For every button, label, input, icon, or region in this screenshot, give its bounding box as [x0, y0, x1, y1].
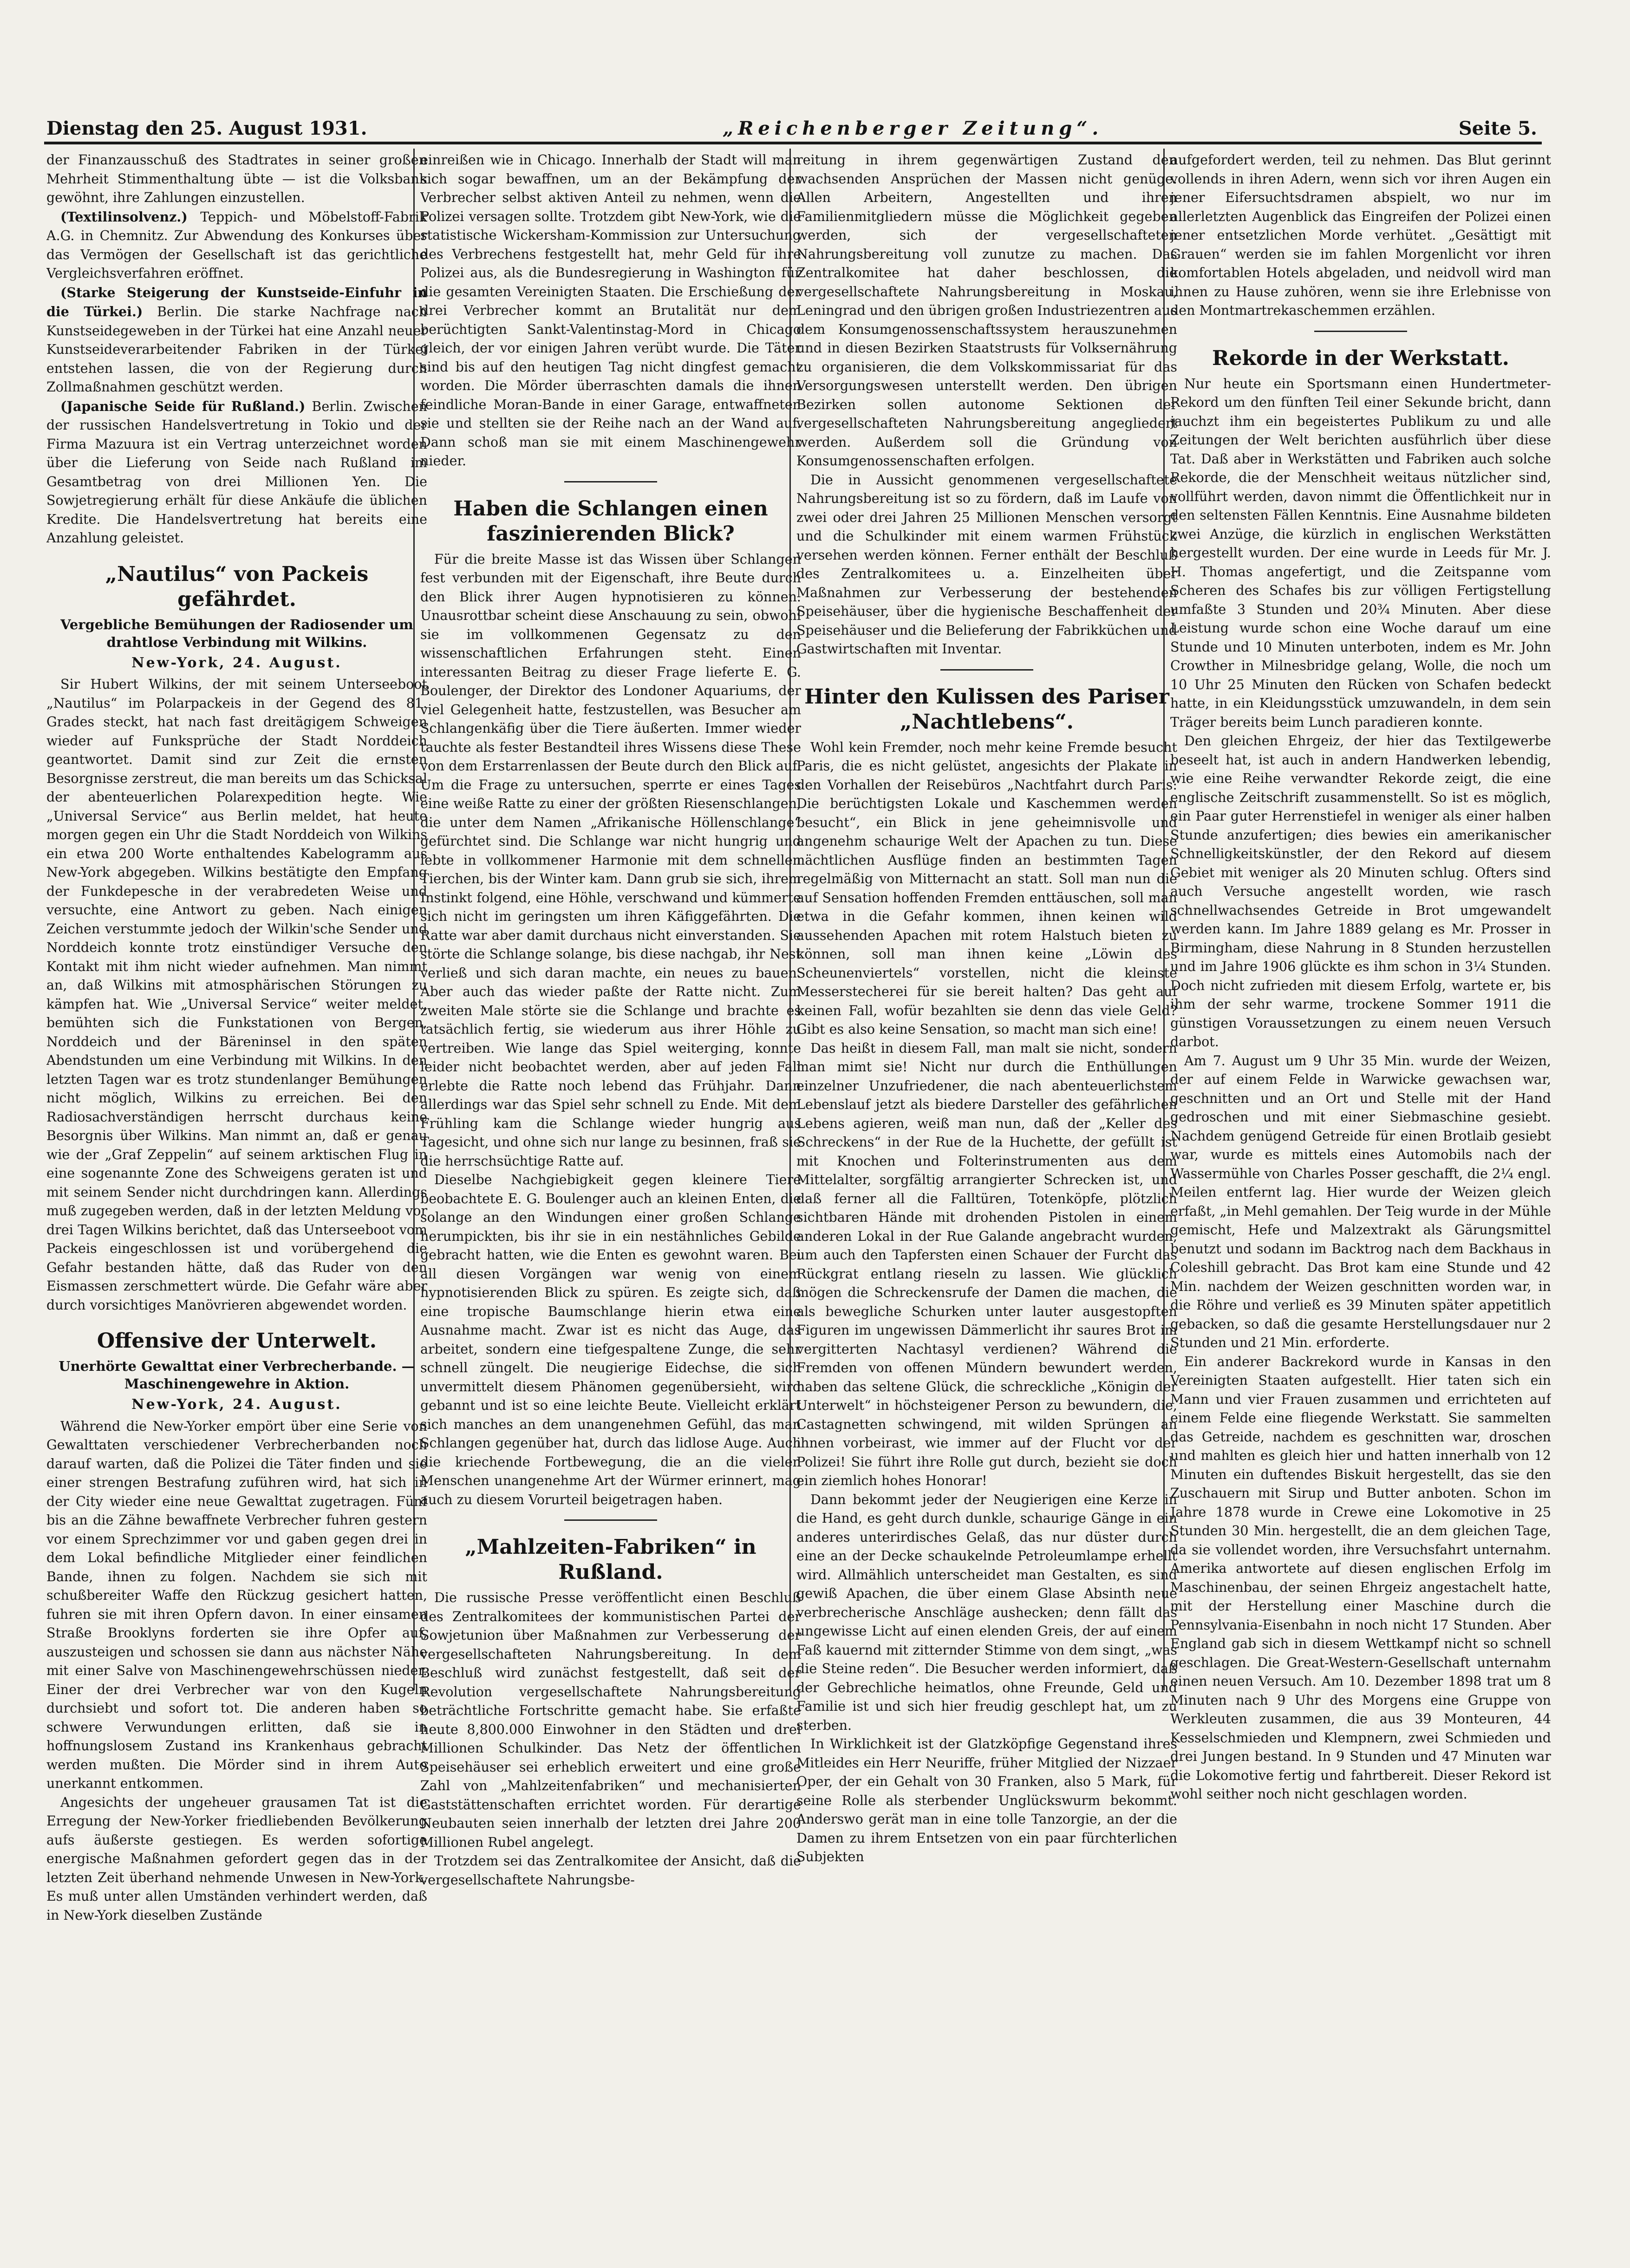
news-item-text: Berlin. Zwischen der russischen Handelsvertretung in Tokio und der Firma Mazuura ist ein Vertrag unterzeichnet worden über die Lieferung von Seide nach Rußland im Gesamtbetrag von drei Millionen Yen. Die Sowjetregierung erhält für diese Ankäufe die üblichen Kredite. Die Handelsvertretung hat bereits eine Anzahlung geleistet. [46, 398, 427, 546]
news-item-text: Teppich- und Möbelstoff-Fabrik A.G. in Chemnitz. Zur Abwendung des Konkurses über das Vermögen der Gesellschaft ist das gerichtliche Vergleichsverfahren eröffnet. [46, 209, 427, 281]
news-item [46, 208, 427, 283]
article-text: einreißen wie in Chicago. Innerhalb der Stadt will man sich sogar bewaffnen, um an der Bekämpfung der Verbrecher selbst aktiven Anteil zu nehmen, wenn die Polizei versagen sollte. Trotzdem gibt New-York, wie die statistische Wickersham-Kommission zur Untersuchung des Verbrechens festgestellt hat, mehr Geld für ihre Polizei aus, als die Bundesregierung in Washington für die gesamten Vereinigten Staaten. Die Erschießung der drei Verbrecher kommt an Brutalität nur dem berüchtigten Sankt-Valentinstag-Mord in Chicago gleich, der vor einigen Jahren verübt wurde. Die Täter sind bis auf den heutigen Tag nicht dingfest gemacht worden. Die Mörder überraschten damals die ihnen feindliche Moran-Bande in einer Garage, entwaffneten sie und stellten sie der Reihe nach an der Wand auf. Dann schoß man sie mit einem Maschinengewehr nieder. [420, 152, 801, 469]
article-text: Dieselbe Nachgiebigkeit gegen kleinere Tiere beobachtete E. G. Boulenger auch an kleinen Enten, die solange an den Windungen einer großen Schlange herumpickten, bis ihr sie in ein nestähnliches Gebilde gebracht hatten, wie die Enten es gewohnt waren. Bei all diesen Vorgängen war wenig von einem hypnotisierenden Blick zu spüren. Es zeigte sich, daß eine tropische Baumschlange hierin etwa eine Ausnahme macht. Zwar ist es nicht das Auge, das arbeitet, sondern eine tiefgespaltene Zunge, die sehr schnell züngelt. Die neugierige Eidechse, die sich unvermittelt diesem Phänomen gegenübersieht, wird gebannt und ist so eine leichte Beute. Vielleicht erklärt sich manches an dem unangenehmen Gefühl, das man Schlangen gegenüber hat, durch das lidlose Auge. Auch die kriechende Fortbewegung, die an die vielen Menschen unangenehme Art der Würmer erinnert, mag auch zu diesem Vorurteil beigetragen haben. [420, 1172, 801, 1507]
column-2 [420, 151, 801, 2087]
article-separator [564, 481, 657, 482]
news-item-lead: (Textilinsolvenz.) [60, 209, 188, 225]
article-text: Das heißt in diesem Fall, man malt sie nicht, sondern man mimt sie! Nicht nur durch die Enthüllungen einzelner Unzufriedener, die nach abenteuerlichstem Lebenslauf jetzt als biedere Darsteller des gefährlichen Lebens agieren, weiß man nun, daß der „Keller des Schreckens“ in der Rue de la Huchette, der gefüllt ist mit Knochen und Folterinstrumenten aus dem Mittelalter, sorgfältig arrangierter Schrecken ist, und daß ferner all die Falltüren, Totenköpfe, plötzlich sichtbaren Hände mit drohenden Pistolen in einem anderen Lokal in der Rue Galande angebracht wurden, um auch den Tapfersten einen Schauer der Furcht das Rückgrat entlang rieseln zu lassen. Wie glücklich mögen die Schreckensrufe der Damen die machen, die als bewegliche Schurken unter lauter ausgestopften Figuren im ungewissen Dämmerlicht ihr saures Brot im vergitterten Nachtasyl verdienen? Während die Fremden von offenen Mündern bewundert werden, haben das seltene Glück, die schreckliche „Königin der Unterwelt“ in höchsteigener Person zu bewundern, die, Castagnetten schwingend, mit wilden Sprüngen an ihnen vorbeirast, wie immer auf der Flucht vor der Polizei! Sie führt ihre Rolle gut durch, bezieht sie doch ein ziemlich hohes Honorar! [796, 1040, 1177, 1488]
article-text: Sir Hubert Wilkins, der mit seinem Unterseeboot „Nautilus“ im Polarpackeis in der Gegend des 81. Grades steckt, hat nach fast dreitägigem Schweigen wieder auf Funksprüche der Stadt Norddeich geantwortet. Damit sind zur Zeit die ernsten Besorgnisse zerstreut, die man bereits um das Schicksal der abenteuerlichen Polarexpedition hegte. Wie „Universal Service“ aus Berlin meldet, hat heute morgen gegen ein Uhr die Stadt Norddeich von Wilkins ein etwa 200 Worte enthaltendes Kabelogramm aus New-York abgegeben. Wilkins bestätigte den Empfang der Funkdepesche in der verabredeten Weise und versuchte, eine Antwort zu geben. Nach einigen Zeichen verstummte jedoch der Wilkin'sche Sender und Norddeich konnte trotz einstündiger Versuche den Kontakt mit ihm nicht wieder aufnehmen. Man nimmt an, daß Wilkins mit atmosphärischen Störungen zu kämpfen hat. Wie „Universal Service“ weiter meldet, bemühten sich die Funkstationen von Bergen, Norddeich und der Bäreninsel in den späten Abendstunden um eine Verbindung mit Wilkins. In den letzten Tagen war es trotz stundenlanger Bemühungen nicht möglich, Wilkins zu erreichen. Bei den Radiosachverständigen herrscht durchaus keine Besorgnis über Wilkins. Man nimmt an, daß er genau wie der „Graf Zeppelin“ auf seinem arktischen Flug in eine sogenannte Zone des Schweigens geraten ist und mit seinem Sender nicht durchdringen kann. Allerdings muß zugegeben werden, daß in der letzten Meldung vor drei Tagen Wilkins berichtet, daß das Unterseeboot vom Packeis eingeschlossen ist und vorübergehend die Gefahr bestanden hätte, daß das Ruder von den Eismassen zerschmettert würde. Die Gefahr wäre aber durch vorsichtiges Manövrieren abgewendet worden. [46, 677, 427, 1313]
article-text: der Finanzausschuß des Stadtrates in seiner großen Mehrheit Stimmenthaltung übte — ist die Volksbank gewöhnt, ihre Zahlungen einzustellen. [46, 152, 427, 205]
article-text: aufgefordert werden, teil zu nehmen. Das Blut gerinnt vollends in ihren Adern, wenn sich vor ihren Augen ein jener Eifersuchtsdramen abspielt, wo nur im allerletzten Augenblick das Eingreifen der Polizei einen jener entsetzlichen Morde verhütet. „Gesättigt mit Grauen“ werden sie im fahlen Morgenlicht vor ihren komfortablen Hotels abgeladen, und neidvoll wird man ihnen zu Hause zuhören, wenn sie ihre Erlebnisse von den Montmartrekaschemmen erzählen. [1170, 152, 1551, 318]
page-header [46, 107, 1537, 139]
article-subheadline: Unerhörte Gewalttat einer Verbrecherbande. — Maschinengewehre in Aktion. [59, 1358, 415, 1392]
column-3 [796, 151, 1177, 2087]
article-text: Dann bekommt jeder der Neugierigen eine Kerze in die Hand, es geht durch dunkle, schaurige Gänge in ein anderes unterirdisches Gelaß, das nur düster durch eine an der Decke schaukelnde Petroleumlampe erhellt wird. Allmählich unterscheidet man Gestalten, es sind gewiß Apachen, die über einem Glase Absinth neue verbrecherische Anschläge aushecken; denn fällt das ungewisse Licht auf einen elenden Greis, der auf einem Faß kauernd mit zitternder Stimme von dem singt, „was die Steine reden“. Die Besucher werden informiert, daß der Gebrechliche heimatlos, ohne Freunde, Geld und Familie ist und sich hier freudig geschlept hat, um zu sterben. [796, 1492, 1177, 1733]
article-text: Wohl kein Fremder, noch mehr keine Fremde besucht Paris, die es nicht gelüstet, angesichts der Plakate in den Vorhallen der Reisebüros „Nachtfahrt durch Paris: Die berüchtigsten Lokale und Kaschemmen werden besucht“, ein Blick in jene geheimnisvolle und angenehm schaurige Welt der Apachen zu tun. Diese nächtlichen Ausflüge finden an bestimmten Tagen regelmäßig von Mitternacht an statt. Soll man nun die auf Sensation hoffenden Fremden enttäuschen, soll man etwa in die Gefahr kommen, ihnen keinen wild aussehenden Apachen mit rotem Halstuch bieten zu können, soll man ihnen keine „Löwin des Scheunenviertels“ vorstellen, nicht die kleinste Messerstecherei für sie bereit halten? Das geht auf keinen Fall, wofür bezahlten sie denn das viele Geld? Gibt es also keine Sensation, so macht man sich eine! [796, 739, 1177, 1037]
article-dateline: New-York, 24. August. [131, 654, 342, 671]
article-separator [940, 669, 1033, 671]
article-subheadline: Vergebliche Bemühungen der Radiosender um drahtlose Verbindung mit Wilkins. [60, 616, 413, 650]
news-item-text: Berlin. Die starke Nachfrage nach Kunstseidegeweben in der Türkei hat eine Anzahl neuer Kunstseideverarbeitender Fabriken in der Türkei entstehen lassen, die von der Regierung durch Zollmaßnahmen geschützt werden. [46, 304, 427, 395]
article-separator [1314, 331, 1407, 332]
article-text: Die russische Presse veröffentlicht einen Beschluß des Zentralkomitees der kommunistischen Partei der Sowjetunion über Maßnahmen zur Verbesserung der vergesellschafteten Nahrungsbereitung. In dem Beschluß wird zunächst festgestellt, daß seit der Revolution vergesellschaftete Nahrungsbereitung beträchtliche Fortschritte gemacht habe. Sie erfaßte heute 8,800.000 Einwohner in den Städten und drei Millionen Schulkinder. Das Netz der öffentlichen Speisehäuser sei erheblich erweitert und eine große Zahl von „Mahlzeitenfabriken“ und mechanisierten Gaststättenschaften errichtet worden. Für derartige Neubauten seien innerhalb der letzten drei Jahre 200 Millionen Rubel angelegt. [420, 1590, 801, 1850]
article-text: reitung in ihrem gegenwärtigen Zustand den wachsenden Ansprüchen der Massen nicht genüge. Allen Arbeitern, Angestellten und ihren Familienmitgliedern müsse die Möglichkeit gegeben werden, sich der vergesellschafteten Nahrungsbereitung voll zunutze zu machen. Das Zentralkomitee hat daher beschlossen, die vergesellschaftete Nahrungsbereitung in Moskau, Leningrad und den übrigen großen Industriezentren aus dem Konsumgenossenschaftssystem herauszunehmen und in diesen Bezirken Staatstrusts für Volksernährung zu organisieren, die dem Volkskommissariat für das Versorgungswesen unterstellt werden. Den übrigen Bezirken sollen autonome Sektionen der vergesellschafteten Nahrungsbereitung angegliedert werden. Außerdem soll die Gründung von Konsumgenossenschaften erfolgen. [796, 152, 1177, 469]
news-item [46, 283, 427, 397]
article-text: Am 7. August um 9 Uhr 35 Min. wurde der Weizen, der auf einem Felde in Warwicke gewachsen war, geschnitten und an Ort und Stelle mit der Hand gedroschen und mit einer Siebmaschine gesiebt. Nachdem genügend Getreide für einen Brotlaib gesiebt war, wurde es mittels eines Automobils nach der Wassermühle von Charles Posser geschafft, die 2¼ engl. Meilen entfernt lag. Hier wurde der Weizen gleich erfaßt, „in Mehl gemahlen. Der Teig wurde in der Mühle gemischt, Hefe und Malzextrakt als Gärungsmittel benutzt und sodann im Backtrog nach dem Backhaus in Coleshill gebracht. Das Brot kam eine Stunde und 42 Min. nachdem der Weizen geschnitten worden war, in die Röhre und verließ es 39 Minuten später appetitlich gebacken, so daß die gesamte Herstellungsdauer nur 2 Stunden und 21 Min. erforderte. [1170, 1053, 1551, 1350]
article-separator [564, 1519, 657, 1521]
article-headline: Rekorde in der Werkstatt. [1212, 346, 1509, 370]
article-text: Die in Aussicht genommenen vergesellschaftete Nahrungsbereitung ist so zu fördern, daß im Laufe von zwei oder drei Jahren 25 Millionen Menschen versorgt und die Schulkinder mit einem warmen Frühstück versehen werden können. Ferner enthält der Beschluß des Zentralkomitees u. a. Einzelheiten über Maßnahmen zur Verbesserung der bestehenden Speisehäuser, über die hygienische Beschaffenheit der Speisehäuser und die Belieferung der Fabrikküchen und Gastwirtschaften mit Inventar. [796, 472, 1177, 657]
article-text: Für die breite Masse ist das Wissen über Schlangen fest verbunden mit der Eigenschaft, ihre Beute durch den Blick ihrer Augen hypnotisieren zu können. Unausrottbar scheint diese Anschauung zu sein, obwohl sie im vollkommenen Gegensatz zu den wissenschaftlichen Erfahrungen steht. Einen interessanten Beitrag zu dieser Frage lieferte E. G. Boulenger, der Direktor des Londoner Aquariums, der viel Gelegenheit hatte, festzustellen, was Besucher am Schlangenkäfig über die Tiere äußerten. Immer wieder tauchte als fester Bestandteil ihres Wissens diese These von dem Erstarrenlassen der Beute durch den Blick auf. Um die Frage zu untersuchen, sperrte er eines Tages eine weiße Ratte zu einer der größten Riesenschlangen, die unter dem Namen „Afrikanische Höllenschlange“ gefürchtet sind. Die Schlange war nicht hungrig und lebte in vollkommener Harmonie mit dem schnellen Tierchen, bis der Winter kam. Dann grub sie sich, ihrem Instinkt folgend, eine Höhle, verschwand und kümmerte sich nicht im geringsten um ihren Käfiggefährten. Die Ratte war aber damit durchaus nicht einverstanden. Sie störte die Schlange solange, bis diese nachgab, ihr Nest verließ und sich daran machte, ein neues zu bauen. Aber auch das wieder paßte der Ratte nicht. Zum zweiten Male störte sie die Schlange und brachte es tatsächlich fertig, sie wiederum aus ihrer Höhle zu vertreiben. Wie lange das Spiel weiterging, konnte leider nicht beobachtet werden, aber auf jeden Fall erlebte die Ratte noch lebend das Frühjahr. Dann allerdings war das Spiel sehr schnell zu Ende. Mit dem Frühling kam die Schlange wieder hungrig aus Tagesicht, und ohne sich nur lange zu besinnen, fraß sie die herrschsüchtige Ratte auf. [420, 551, 801, 1169]
article-text: Während die New-Yorker empört über eine Serie von Gewalttaten verschiedener Verbrecherbanden noch darauf warten, daß die Polizei die Täter finden und sie einer strengen Bestrafung zuführen wird, hat sich in der City wieder eine neue Gewalttat zugetragen. Fünf bis an die Zähne bewaffnete Verbrecher fuhren gestern vor einem Sprechzimmer vor und gaben gegen drei in dem Lokal befindliche Mitglieder einer feindlichen Bande, ihnen zu folgen. Nachdem sie sich mit schußbereiter Waffe den Rückzug gesichert hatten, fuhren sie mit ihren Opfern davon. In einer einsamen Straße Brooklyns forderten sie ihre Opfer auf, auszusteigen und schossen sie dann aus nächster Nähe mit einer Salve von Maschinengewehrschüssen nieder. Einer der drei Verbrecher war von den Kugeln durchsiebt und sofort tot. Die anderen haben so schwere Verwundungen erlitten, daß sie in hoffnungslosem Zustand ins Krankenhaus gebracht werden mußten. Die Mörder sind in ihrem Auto unerkannt entkommen. [46, 1418, 427, 1791]
article-text: Ein anderer Backrekord wurde in Kansas in den Vereinigten Staaten aufgestellt. Hier taten sich ein Mann und vier Frauen zusammen und errichteten auf einem Felde eine fliegende Werkstatt. Sie sammelten das Getreide, nachdem es geschnitten war, droschen und mahlten es gleich hier und hatten innerhalb von 12 Minuten ein duftendes Biskuit hergestellt, das sie den Zuschauern mit Sirup und Butter anboten. Schon im Jahre 1878 wurde in Crewe eine Lokomotive in 25 Stunden 30 Min. hergestellt, die an dem gleichen Tage, da sie vollendet worden, ihre Versuchsfahrt unternahm. Amerika antwortete auf diesen englischen Erfolg im Maschinenbau, der seinen Ehrgeiz angestachelt hatte, mit der Herstellung einer Maschine durch die Pennsylvania-Eisenbahn in noch nicht 17 Stunden. Aber England gab sich in diesem Wettkampf nicht so schnell geschlagen. Die Great-Western-Gesellschaft unternahm einen neuen Versuch. Am 10. Dezember 1898 trat um 8 Minuten nach 9 Uhr des Morgens eine Gruppe von Werkleuten zusammen, die aus 39 Monteuren, 44 Kesselschmieden und Klempnern, zwei Schmieden und drei Jungen bestand. In 9 Stunden und 47 Minuten war die Lokomotive fertig und fahrtbereit. Dieser Rekord ist wohl seither noch nicht geschlagen worden. [1170, 1354, 1551, 1802]
article-headline: Haben die Schlangen einen faszinierenden Blick? [453, 496, 768, 546]
header-rule [44, 142, 1542, 144]
article-text: Trotzdem sei das Zentralkomitee der Ansicht, daß die vergesellschaftete Nahrungsbe- [420, 1853, 801, 1888]
column-4 [1170, 151, 1551, 2087]
article-text: Den gleichen Ehrgeiz, der hier das Textilgewerbe beseelt hat, ist auch in andern Handwerken lebendig, wie eine Reihe verwandter Rekorde zeigt, die eine englische Zeitschrift zusammenstellt. So ist es möglich, ein Paar guter Herrenstiefel in weniger als einer halben Stunde anzufertigen; dies bewies ein amerikanischer Schnelligkeitskünstler, der den Rekord auf diesem Gebiet mit weniger als 20 Minuten schlug. Ofters sind auch Versuche angestellt worden, wie rasch schnellwachsendes Getreide in Brot umgewandelt werden kann. Im Jahre 1889 gelang es Mr. Prosser in Birmingham, diese Nahrung in 8 Stunden herzustellen und im Jahre 1906 glückte es ihm schon in 3¼ Stunden. Doch nicht zufrieden mit diesem Erfolg, wartete er, bis ihm der sehr warme, trockene Sommer 1911 die günstigen Voraussetzungen zu einem neuen Versuch darbot. [1170, 733, 1551, 1049]
news-item-lead: (Japanische Seide für Rußland.) [60, 398, 306, 414]
article-headline: „Mahlzeiten-Fabriken“ in Rußland. [465, 1535, 756, 1584]
header-date: Dienstag den 25. August 1931. [46, 117, 367, 139]
article-headline: Hinter den Kulissen des Pariser „Nachtlebens“. [804, 684, 1169, 734]
header-page-number: Seite 5. [1458, 117, 1537, 139]
header-paper-name: „Reichenberger Zeitung“. [723, 117, 1103, 139]
article-text: Nur heute ein Sportsmann einen Hundertmeter-Rekord um den fünften Teil einer Sekunde bricht, dann jauchzt ihm ein begeistertes Publikum zu und alle Zeitungen der Welt berichten ausführlich über diese Tat. Daß aber in Werkstätten und Fabriken auch solche Rekorde, die der Menschheit weitaus nützlicher sind, vollführt werden, davon nimmt die Öffentlichkeit nur in den seltensten Fällen Kenntnis. Eine Ausnahme bildeten zwei Anzüge, die kürzlich in englischen Werkstätten hergestellt wurden. Der eine wurde in Leeds für Mr. J. H. Thomas angefertigt, und die Zeitspanne vom Scheren des Schafes bis zur völligen Fertigstellung umfaßte 3 Stunden und 20¾ Minuten. Aber diese Leistung wurde schon eine Woche darauf um eine Stunde und 10 Minuten unterboten, indem es Mr. John Crowther in Milnesbridge gelang, Wolle, die noch um 10 Uhr 25 Minuten den Rücken von Schafen bedeckt hatte, in ein Kleidungsstück umzuwandeln, in dem sein Träger bereits beim Lunch paradieren konnte. [1170, 376, 1551, 730]
column-1 [46, 151, 427, 2087]
article-text: Angesichts der ungeheuer grausamen Tat ist die Erregung der New-Yorker friedliebenden Bevölkerung aufs äußerste gestiegen. Es werden sofortige energische Maßnahmen gefordert gegen das in der letzten Zeit überhand nehmende Unwesen in New-York. Es muß unter allen Umständen verhindert werden, daß in New-York dieselben Zustände [46, 1794, 427, 1923]
news-item-lead: (Starke Steigerung der Kunstseide-Einfuhr in die Türkei.) [46, 284, 427, 319]
article-text: In Wirklichkeit ist der Glatzköpfige Gegenstand ihres Mitleides ein Herr Neuriffe, früher Mitglied der Nizzaer Oper, der ein Gehalt von 30 Franken, also 5 Mark, für seine Rolle als sterbender Unglückswurm bekommt. Anderswo gerät man in eine tolle Tanzorgie, an der die Damen zu ihrem Entsetzen von ein paar fürchterlichen Subjekten [796, 1736, 1177, 1864]
article-headline: Offensive der Unterwelt. [97, 1329, 377, 1353]
news-item [46, 397, 427, 548]
article-headline: „Nautilus“ von Packeis gefährdet. [105, 562, 369, 611]
article-dateline: New-York, 24. August. [131, 1396, 342, 1413]
